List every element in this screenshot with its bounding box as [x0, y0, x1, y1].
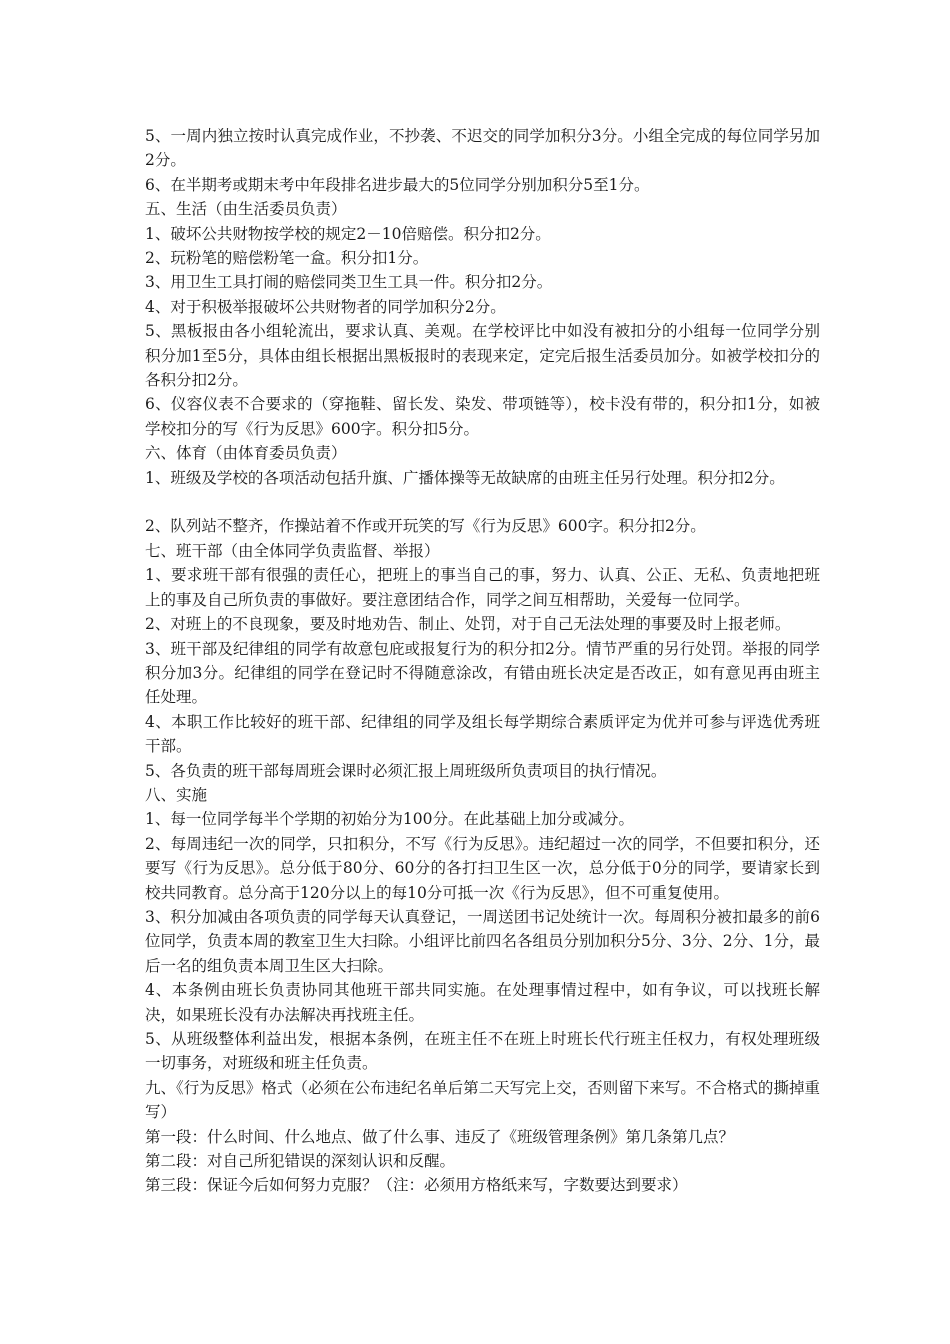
paragraph-homework-rule-5: 5、一周内独立按时认真完成作业，不抄袭、不迟交的同学加积分3分。小组全完成的每位同学另加2分。: [145, 127, 820, 170]
paragraph-sports-rule-2: 2、队列站不整齐，作操站着不作或开玩笑的写《行为反思》600字。积分扣2分。: [145, 517, 706, 536]
paragraph-implementation-rule-5: 5、从班级整体利益出发，根据本条例，在班主任不在班上时班长代行班主任权力，有权处理班级一切事务，对班级和班主任负责。: [145, 1030, 820, 1073]
paragraph-exam-progress-rule-6: 6、在半期考或期末考中年段排名进步最大的5位同学分别加积分5至1分。: [145, 175, 650, 194]
paragraph-life-rule-2: 2、玩粉笔的赔偿粉笔一盒。积分扣1分。: [145, 249, 429, 268]
paragraph-life-rule-6: 6、仪容仪表不合要求的（穿拖鞋、留长发、染发、带项链等），校卡没有带的，积分扣1分，如被学校扣分的写《行为反思》600字。积分扣5分。: [145, 395, 820, 438]
paragraph-sports-rule-1: 1、班级及学校的各项活动包括升旗、广播体操等无故缺席的由班主任另行处理。积分扣2分。: [145, 468, 785, 487]
paragraph-life-rule-4: 4、对于积极举报破坏公共财物者的同学加积分2分。: [145, 297, 506, 316]
paragraph-implementation-rule-4: 4、本条例由班长负责协同其他班干部共同实施。在处理事情过程中，如有争议，可以找班长解决，如果班长没有办法解决再找班主任。: [145, 981, 820, 1024]
paragraph-reflection-part-3: 第三段：保证今后如何努力克服？（注：必须用方格纸来写，字数要达到要求）: [145, 1176, 688, 1195]
section-heading-life: 五、生活（由生活委员负责）: [145, 200, 347, 219]
paragraph-implementation-rule-3: 3、积分加减由各项负责的同学每天认真登记，一周送团书记处统计一次。每周积分被扣最多的前6位同学，负责本周的教室卫生大扫除。小组评比前四名各组员分别加积分5分、3分、2分、1分，最后一名的组负责本周卫生区大扫除。: [145, 907, 820, 975]
blank-line: [145, 490, 820, 514]
paragraph-reflection-part-1: 第一段：什么时间、什么地点、做了什么事、违反了《班级管理条例》第几条第几点？: [145, 1127, 735, 1146]
paragraph-implementation-rule-1: 1、每一位同学每半个学期的初始分为100分。在此基础上加分或减分。: [145, 810, 634, 829]
section-heading-reflection-format: 九、《行为反思》格式（必须在公布违纪名单后第二天写完上交，否则留下来写。不合格式的撕掉重写）: [145, 1078, 820, 1122]
section-heading-class-cadres: 七、班干部（由全体同学负责监督、举报）: [145, 541, 440, 560]
paragraph-implementation-rule-2: 2、每周违纪一次的同学，只扣积分，不写《行为反思》。违纪超过一次的同学，不但要扣积分，还要写《行为反思》。总分低于80分、60分的各打扫卫生区一次，总分低于0分的同学，要请家长到校共同教育。总分高于120分以上的每10分可抵一次《行为反思》，但不可重复使用。: [145, 834, 820, 902]
paragraph-cadres-rule-3: 3、班干部及纪律组的同学有故意包庇或报复行为的积分扣2分。情节严重的另行处罚。举报的同学积分加3分。纪律组的同学在登记时不得随意涂改，有错由班长决定是否改正，如有意见再由班主任处理。: [145, 639, 820, 707]
paragraph-cadres-rule-5: 5、各负责的班干部每周班会课时必须汇报上周班级所负责项目的执行情况。: [145, 761, 667, 780]
paragraph-life-rule-5: 5、黑板报由各小组轮流出，要求认真、美观。在学校评比中如没有被扣分的小组每一位同学分别积分加1至5分，具体由组长根据出黑板报时的表现来定，定完后报生活委员加分。如被学校扣分的各积分扣2分。: [145, 322, 820, 390]
paragraph-cadres-rule-1: 1、要求班干部有很强的责任心，把班上的事当自己的事，努力、认真、公正、无私、负责地把班上的事及自己所负责的事做好。要注意团结合作，同学之间互相帮助，关爱每一位同学。: [145, 566, 820, 609]
paragraph-cadres-rule-4: 4、本职工作比较好的班干部、纪律组的同学及组长每学期综合素质评定为优并可参与评选优秀班干部。: [145, 712, 820, 756]
document-body: [145, 124, 820, 1198]
section-heading-sports: 六、体育（由体育委员负责）: [145, 444, 347, 463]
paragraph-life-rule-3: 3、用卫生工具打闹的赔偿同类卫生工具一件。积分扣2分。: [145, 273, 553, 292]
paragraph-reflection-part-2: 第二段：对自己所犯错误的深刻认识和反醒。: [145, 1152, 456, 1171]
paragraph-life-rule-1: 1、破坏公共财物按学校的规定2－10倍赔偿。积分扣2分。: [145, 224, 551, 243]
paragraph-cadres-rule-2: 2、对班上的不良现象，要及时地劝告、制止、处罚，对于自己无法处理的事要及时上报老师。: [145, 615, 791, 634]
section-heading-implementation: 八、实施: [145, 785, 208, 804]
